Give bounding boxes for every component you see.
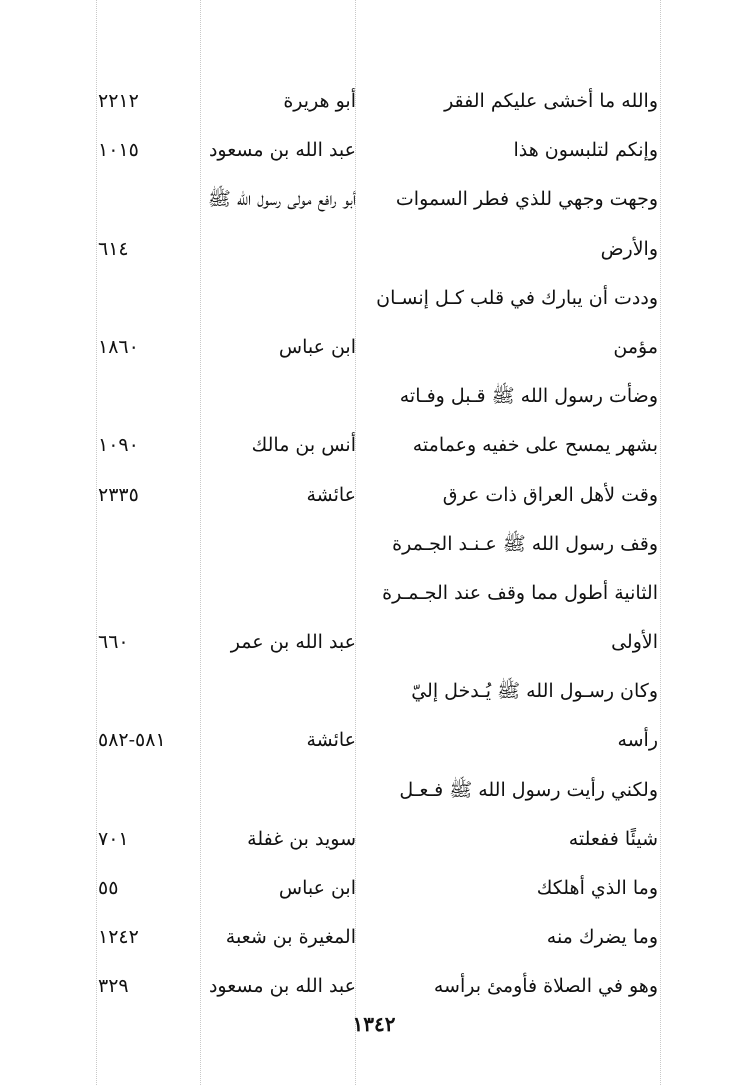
table-row xyxy=(0,668,748,717)
reference-number: ٢٣٣٥ xyxy=(98,483,139,506)
hadith-phrase: والله ما أخشى عليكم الفقر xyxy=(444,90,658,112)
reference-number: ٢٢١٢ xyxy=(98,90,139,112)
narrator: أنس بن مالك xyxy=(251,434,356,457)
narrator: عائشة xyxy=(306,729,356,752)
narrator: عبد الله بن مسعود xyxy=(208,139,356,162)
narrator: عبد الله بن عمر xyxy=(230,631,356,654)
table-row xyxy=(0,717,748,766)
table-row xyxy=(0,816,748,865)
reference-number: ٦٦٠ xyxy=(98,631,129,654)
hadith-phrase: رأسه xyxy=(617,729,658,752)
hadith-phrase: وما الذي أهلكك xyxy=(536,877,658,899)
hadith-phrase: وكان رسـول الله ﷺ يُـدخل إليّ xyxy=(411,680,658,703)
hadith-phrase: الثانية أطول مما وقف عند الجـمـرة xyxy=(382,581,658,604)
hadith-phrase: وددت أن يبارك في قلب كـل إنسـان xyxy=(376,286,658,309)
narrator: ابن عباس xyxy=(278,335,356,358)
hadith-phrase: بشهر يمسح على خفيه وعمامته xyxy=(412,434,658,457)
table-row xyxy=(0,865,748,914)
hadith-phrase: مؤمن xyxy=(613,335,658,358)
hadith-phrase: وجهت وجهي للذي فطر السموات xyxy=(395,188,658,211)
reference-number: ٦١٤ xyxy=(98,237,129,260)
reference-number: ١٢٤٢ xyxy=(98,926,139,949)
page-number: ١٣٤٢ xyxy=(352,1012,396,1036)
table-row xyxy=(0,963,748,1012)
reference-number: ٥٥ xyxy=(98,877,119,899)
index-table xyxy=(0,78,748,1013)
reference-number: ١٠٩٠ xyxy=(98,434,139,457)
table-row xyxy=(0,324,748,373)
narrator: أبو هريرة xyxy=(283,90,356,112)
table-row xyxy=(0,127,748,176)
hadith-phrase: وما يضرك منه xyxy=(546,926,658,949)
narrator: المغيرة بن شعبة xyxy=(225,926,356,949)
table-row xyxy=(0,226,748,275)
narrator: سويد بن غفلة xyxy=(247,827,356,850)
table-row xyxy=(0,472,748,521)
hadith-phrase: شيئًا ففعلته xyxy=(568,827,658,850)
hadith-phrase: وقف رسول الله ﷺ عـنـد الجـمرة xyxy=(392,532,658,555)
hadith-phrase: والأرض xyxy=(600,237,658,260)
table-row xyxy=(0,422,748,471)
table-row xyxy=(0,619,748,668)
reference-number: ٧٠١ xyxy=(98,827,129,850)
narrator: أبو رافع مولى رسول الله ﷺ xyxy=(207,188,356,211)
reference-number: ٥٨١-٥٨٢ xyxy=(98,729,166,752)
hadith-phrase: وضأت رسول الله ﷺ قـبل وفـاته xyxy=(399,385,658,408)
table-row xyxy=(0,914,748,963)
reference-number: ١٠١٥ xyxy=(98,139,139,162)
narrator: عائشة xyxy=(306,483,356,506)
table-row xyxy=(0,570,748,619)
hadith-phrase: وإنكم لتلبسون هذا xyxy=(513,139,658,162)
table-row xyxy=(0,176,748,225)
narrator: ابن عباس xyxy=(278,877,356,899)
narrator: عبد الله بن مسعود xyxy=(208,975,356,998)
reference-number: ٣٢٩ xyxy=(98,975,129,998)
hadith-phrase: الأولى xyxy=(611,631,658,654)
table-row xyxy=(0,767,748,816)
hadith-phrase: وقت لأهل العراق ذات عرق xyxy=(442,483,658,506)
table-row xyxy=(0,78,748,127)
hadith-phrase: وهو في الصلاة فأومئ برأسه xyxy=(433,975,658,998)
table-row xyxy=(0,275,748,324)
reference-number: ١٨٦٠ xyxy=(98,335,139,358)
table-row xyxy=(0,521,748,570)
table-row xyxy=(0,373,748,422)
hadith-phrase: ولكني رأيت رسول الله ﷺ فـعـل xyxy=(399,778,658,801)
